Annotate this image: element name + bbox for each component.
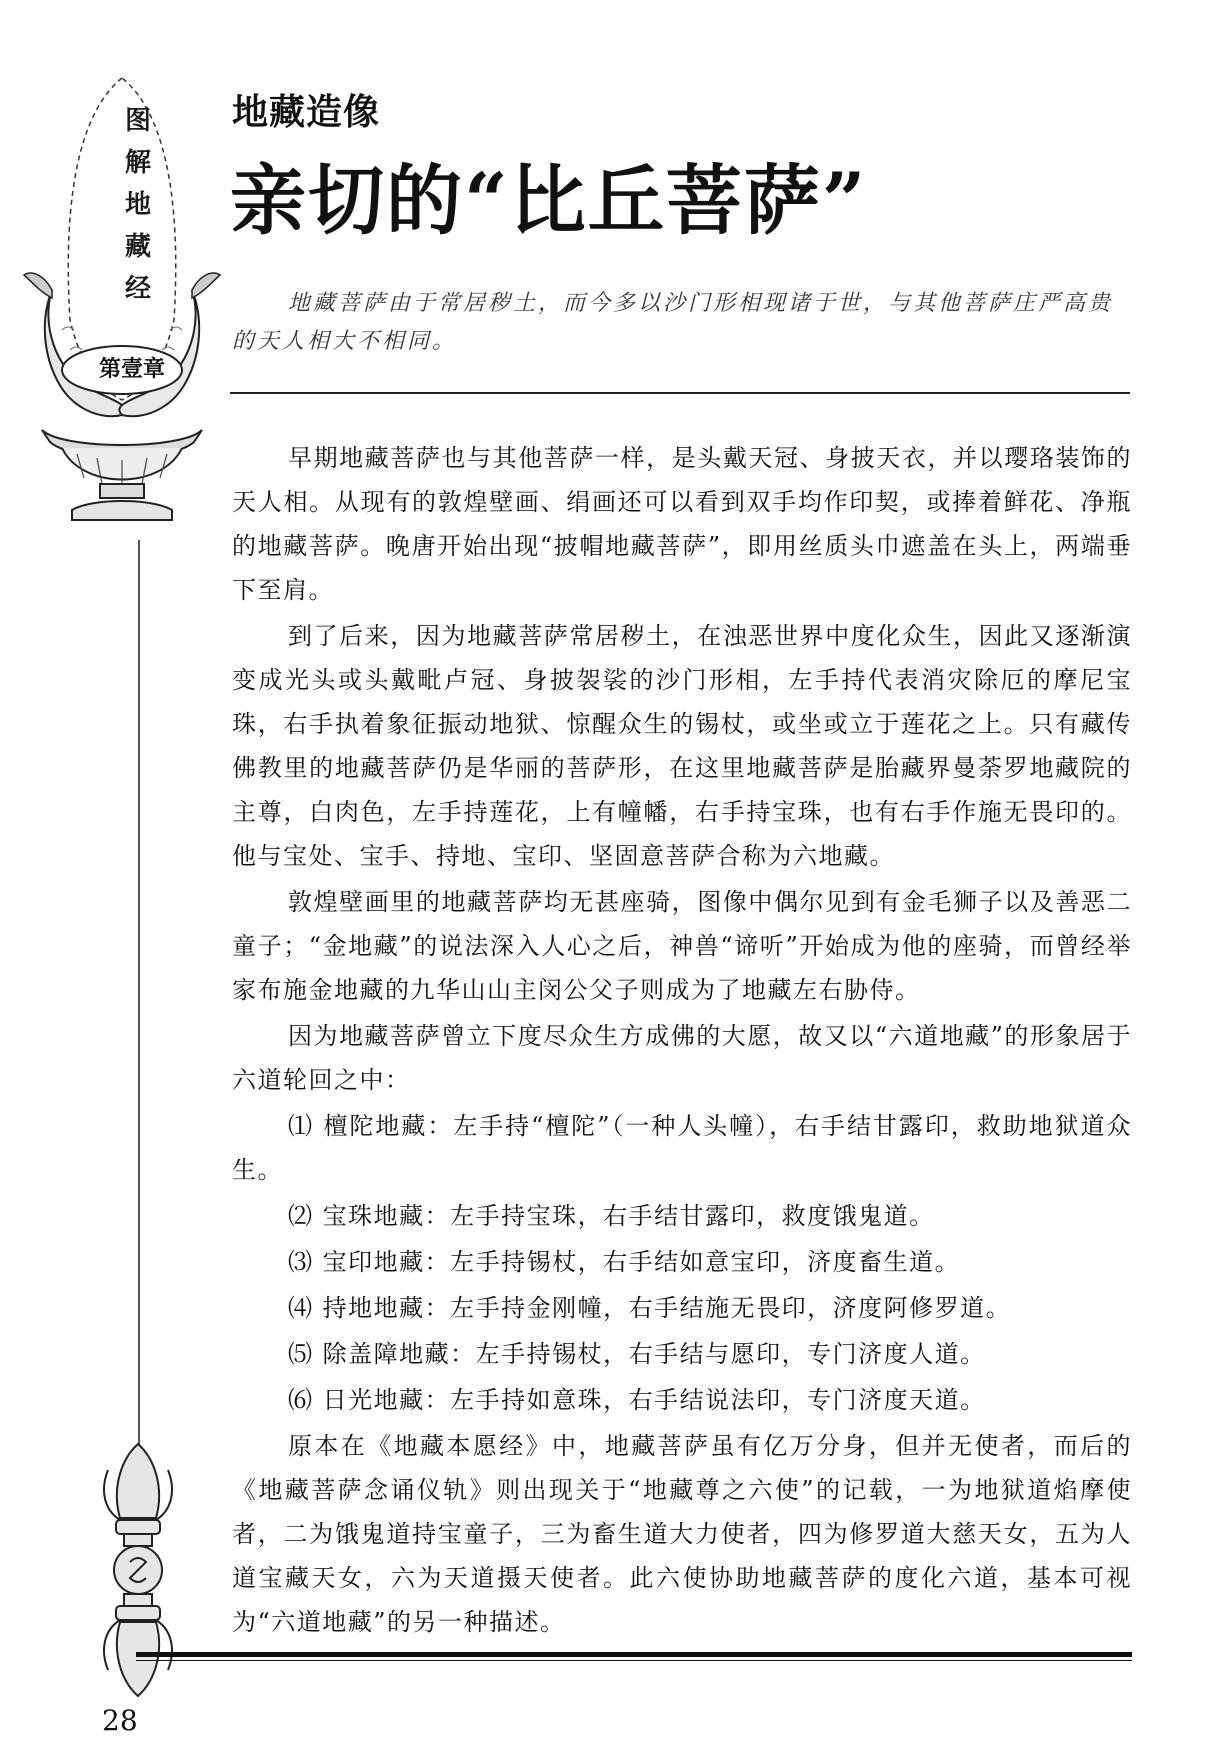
series-char: 解 bbox=[124, 148, 151, 178]
list-item: ⑹ 日光地藏：左手持如意珠，右手结说法印，专门济度天道。 bbox=[288, 1386, 986, 1414]
series-char: 藏 bbox=[124, 232, 151, 262]
intro-paragraph: 地藏菩萨由于常居秽土，而今多以沙门形相现诸于世，与其他菩萨庄严高贵的天人相大不相同。 bbox=[232, 291, 1114, 354]
paragraph: 到了后来，因为地藏菩萨常居秽土，在浊恶世界中度化众生，因此又逐渐演变成光头或头戴毗卢冠、身披袈裟的沙门形相，左手持代表消灾除厄的摩尼宝珠，右手执着象征振动地狱、惊醒众生的锡杖，或坐或立于莲花之上。只有藏传佛教里的地藏菩萨仍是华丽的菩萨形，在这里地藏菩萨是胎藏界曼荼罗地藏院的主尊，白肉色，左手持莲花，上有幢幡，右手持宝珠，也有右手作施无畏印的。他与宝处、宝手、持地、宝印、坚固意菩萨合称为六地藏。 bbox=[232, 622, 1132, 870]
series-char: 经 bbox=[124, 274, 151, 304]
vajra-icon bbox=[90, 1440, 186, 1700]
page-number: 28 bbox=[102, 1704, 138, 1737]
body-text bbox=[232, 436, 1132, 1646]
series-char: 图 bbox=[124, 106, 151, 136]
section-kicker: 地藏造像 bbox=[232, 92, 381, 133]
list-item: ⑴ 檀陀地藏：左手持“檀陀”（一种人头幢），右手结甘露印，救助地狱道众生。 bbox=[232, 1112, 1132, 1184]
series-title bbox=[98, 100, 178, 320]
paragraph: 因为地藏菩萨曾立下度尽众生方成佛的大愿，故又以“六道地藏”的形象居于六道轮回之中： bbox=[232, 1022, 1132, 1094]
footer-rule bbox=[136, 1652, 1132, 1657]
footer-rule-thin bbox=[136, 1660, 1132, 1661]
list-item: ⑸ 除盖障地藏：左手持锡杖，右手结与愿印，专门济度人道。 bbox=[288, 1340, 986, 1368]
paragraph: 敦煌壁画里的地藏菩萨均无甚座骑，图像中偶尔见到有金毛狮子以及善恶二童子；“金地藏”的说法深入人心之后，神兽“谛听”开始成为他的座骑，而曾经举家布施金地藏的九华山山主闵公父子则成为了地藏左右胁侍。 bbox=[232, 888, 1132, 1004]
list-item: ⑶ 宝印地藏：左手持锡杖，右手结如意宝印，济度畜生道。 bbox=[288, 1248, 961, 1276]
paragraph: 早期地藏菩萨也与其他菩萨一样，是头戴天冠、身披天衣，并以璎珞装饰的天人相。从现有的敦煌壁画、绢画还可以看到双手均作印契，或捧着鲜花、净瓶的地藏菩萨。晚唐开始出现“披帽地藏菩萨”，即用丝质头巾遮盖在头上，两端垂下至肩。 bbox=[232, 444, 1132, 604]
series-char: 地 bbox=[124, 190, 151, 220]
header-rule bbox=[230, 392, 1130, 394]
page-title: 亲切的“比丘菩萨” bbox=[230, 156, 868, 245]
paragraph: 原本在《地藏本愿经》中，地藏菩萨虽有亿万分身，但并无使者，而后的《地藏菩萨念诵仪轨》则出现关于“地藏尊之六使”的记载，一为地狱道焰摩使者，二为饿鬼道持宝童子，三为畜生道大力使者，四为修罗道大慈天女，五为人道宝藏天女，六为天道摄天使者。此六使协助地藏菩萨的度化六道，基本可视为“六道地藏”的另一种描述。 bbox=[232, 1432, 1132, 1636]
list-item: ⑵ 宝珠地藏：左手持宝珠，右手结甘露印，救度饿鬼道。 bbox=[288, 1202, 935, 1230]
list-item: ⑷ 持地地藏：左手持金刚幢，右手结施无畏印，济度阿修罗道。 bbox=[288, 1294, 1012, 1322]
chapter-badge: 第壹章 bbox=[98, 357, 165, 382]
margin-divider bbox=[138, 540, 140, 1460]
